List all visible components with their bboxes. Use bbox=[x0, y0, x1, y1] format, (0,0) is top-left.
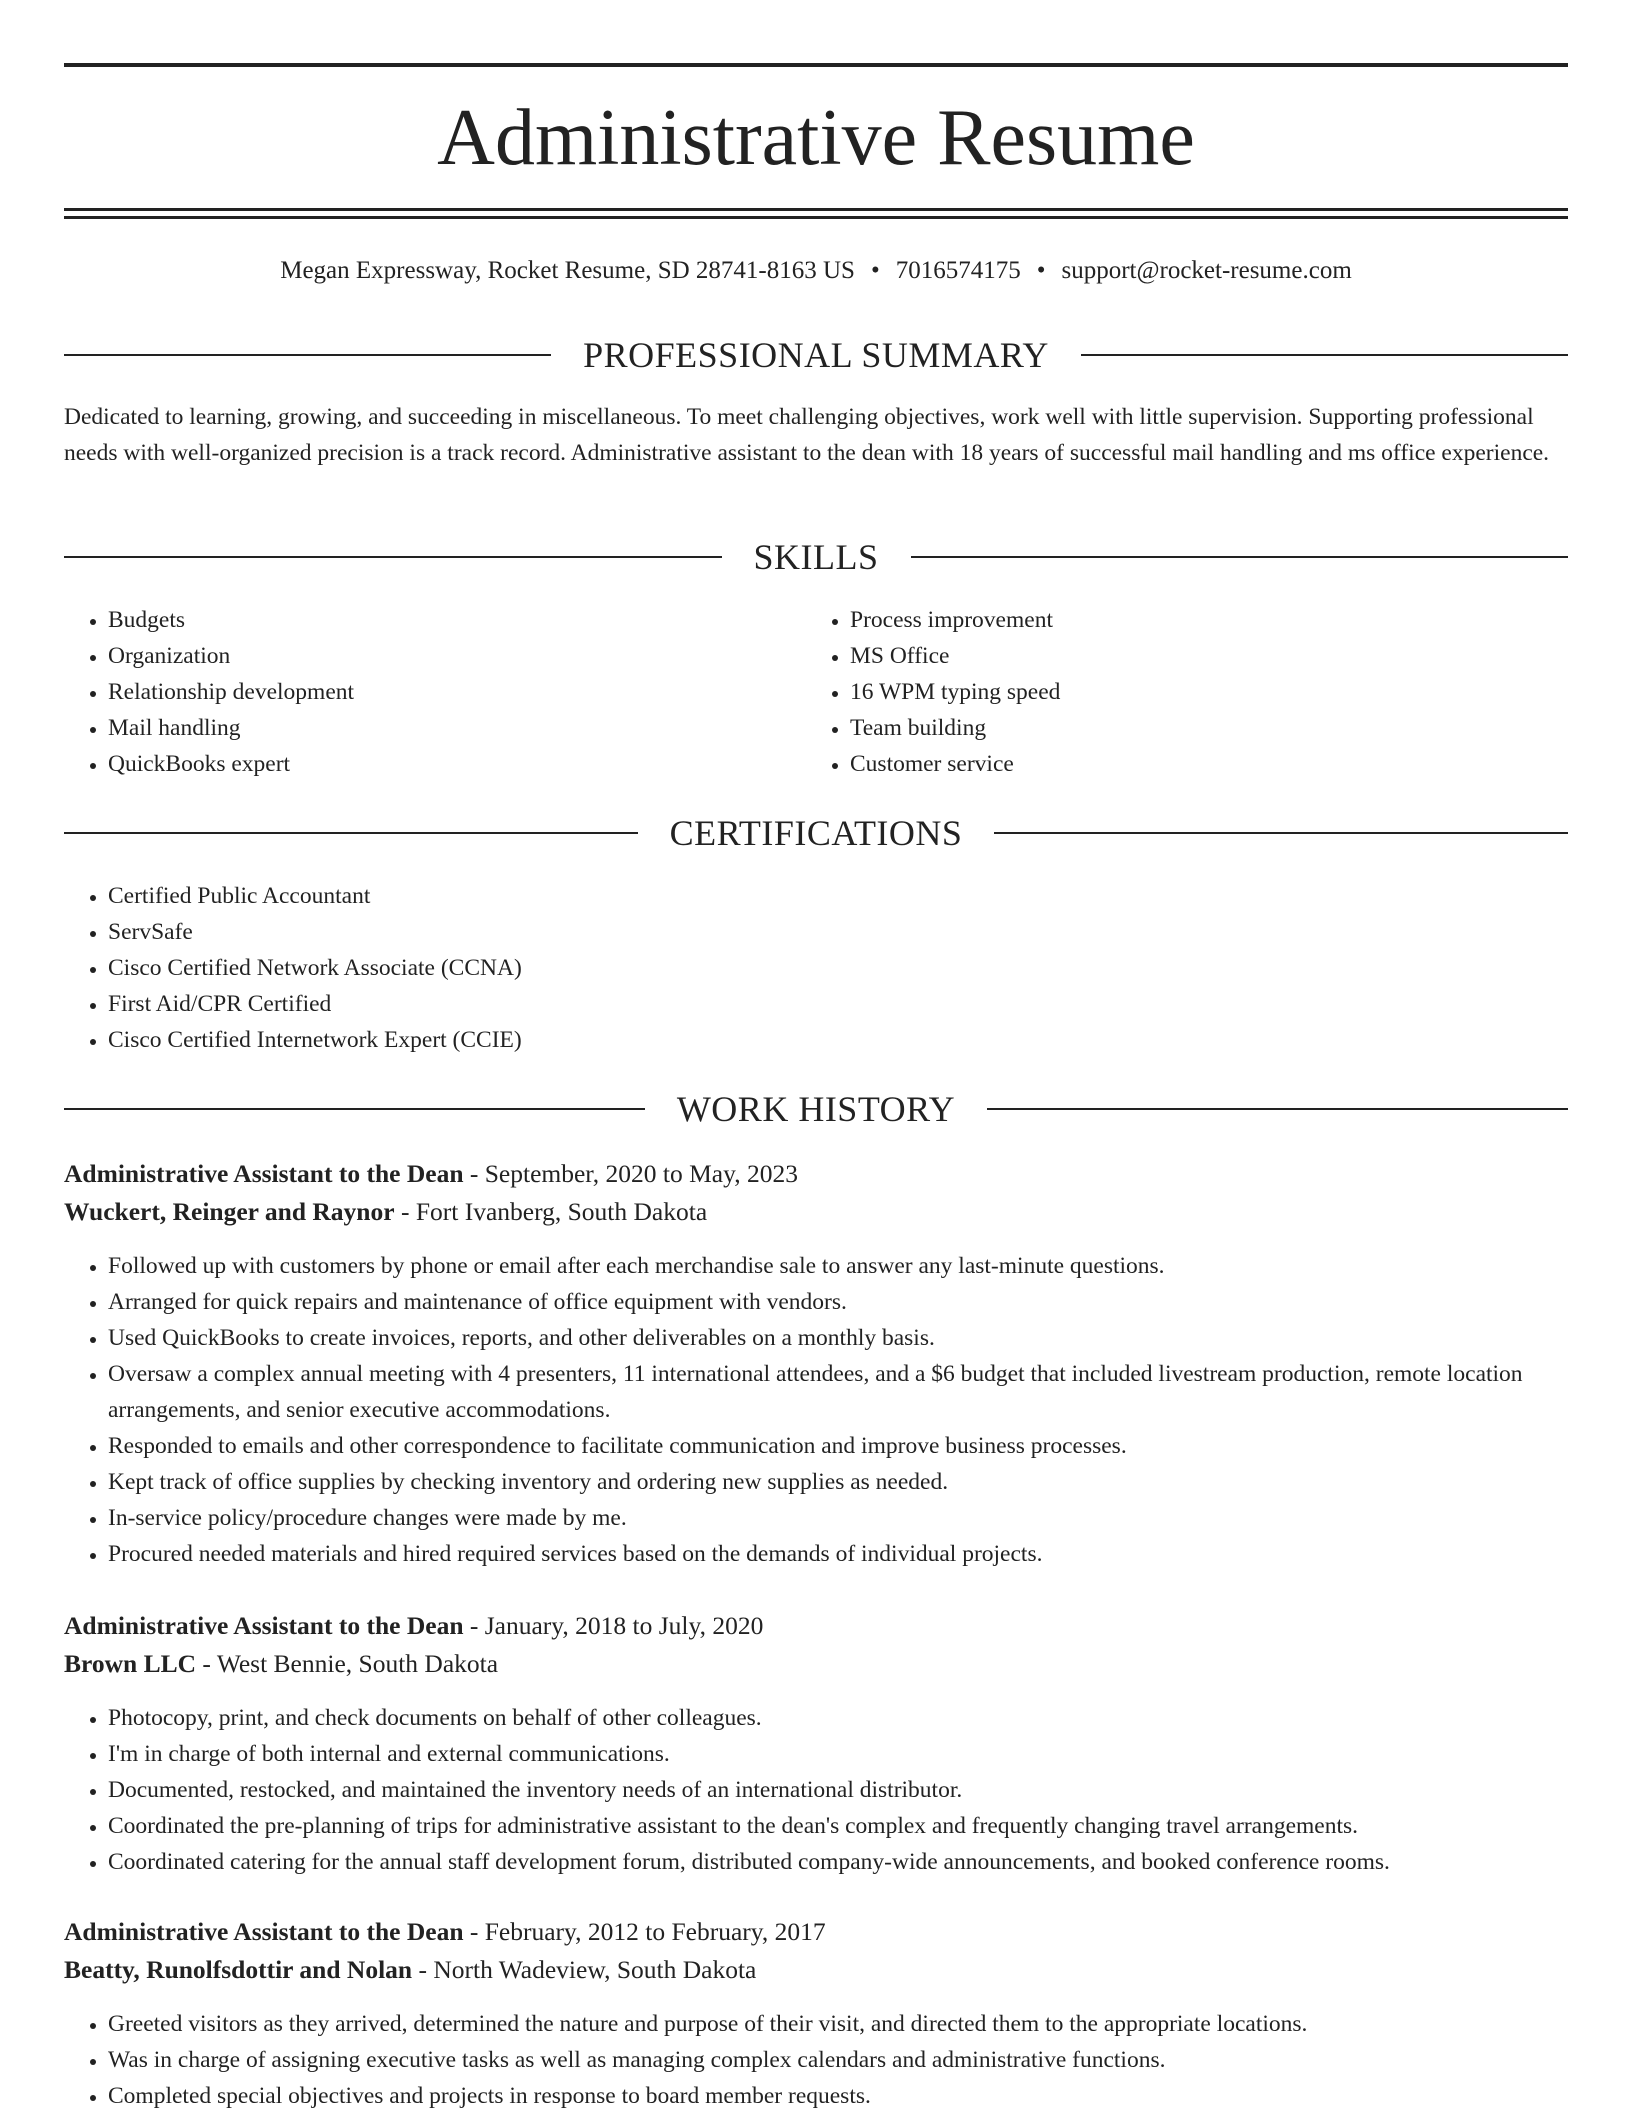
certification-item: • Cisco Certified Network Associate (CCNA) bbox=[108, 950, 1568, 986]
job-location: West Bennie, South Dakota bbox=[216, 1649, 499, 1678]
job-bullet: • Procured needed materials and hired required services based on the demands of individual projects. bbox=[108, 1536, 1568, 1572]
dash: - bbox=[463, 1917, 485, 1946]
certification-item: • Certified Public Accountant bbox=[108, 878, 1568, 914]
job-company: Beatty, Runolfsdottir and Nolan bbox=[64, 1955, 413, 1984]
header-double-rule-upper bbox=[64, 208, 1568, 211]
header-top-rule bbox=[64, 63, 1568, 67]
work-history-section-header bbox=[64, 1087, 1568, 1131]
skill-item: • MS Office bbox=[850, 638, 1550, 674]
contact-separator: • bbox=[870, 257, 880, 284]
skill-item: • 16 WPM typing speed bbox=[850, 674, 1550, 710]
contact-email: support@rocket-resume.com bbox=[1061, 257, 1352, 284]
certification-item: • Cisco Certified Internetwork Expert (CCIE) bbox=[108, 1022, 1568, 1058]
job-bullet: • Coordinated the pre-planning of trips for administrative assistant to the dean's complex and frequently changing travel arrangements. bbox=[108, 1808, 1568, 1844]
skill-item: • Relationship development bbox=[108, 674, 808, 710]
summary-heading: PROFESSIONAL SUMMARY bbox=[583, 335, 1049, 375]
job-bullet: • Photocopy, print, and check documents on behalf of other colleagues. bbox=[108, 1700, 1568, 1736]
job-bullet: • In-service policy/procedure changes were made by me. bbox=[108, 1500, 1568, 1536]
skills-section-header bbox=[64, 535, 1568, 579]
job-bullet: • I'm in charge of both internal and external communications. bbox=[108, 1736, 1568, 1772]
job-title: Administrative Assistant to the Dean bbox=[64, 1917, 464, 1946]
contact-address: Megan Expressway, Rocket Resume, SD 28741-8163 US bbox=[280, 257, 855, 284]
job-bullets bbox=[64, 2006, 1568, 2114]
dash: - bbox=[463, 1159, 485, 1188]
summary-section-header bbox=[64, 333, 1568, 377]
job-dates: February, 2012 to February, 2017 bbox=[484, 1917, 826, 1946]
job-bullet: • Greeted visitors as they arrived, determined the nature and purpose of their visit, and directed them to the appropriate locations. bbox=[108, 2006, 1568, 2042]
section-rule-left bbox=[64, 1108, 645, 1110]
job-bullets bbox=[64, 1248, 1568, 1572]
job-dates: January, 2018 to July, 2020 bbox=[484, 1611, 764, 1640]
contact-line bbox=[64, 255, 1568, 287]
job-title: Administrative Assistant to the Dean bbox=[64, 1159, 464, 1188]
job-title-line bbox=[64, 1607, 1568, 1645]
job-company-line bbox=[64, 1193, 1568, 1231]
section-rule-left bbox=[64, 556, 722, 558]
job-company-line bbox=[64, 1951, 1568, 1989]
section-rule-left bbox=[64, 832, 638, 834]
section-rule-right bbox=[1081, 354, 1568, 356]
certification-item: • First Aid/CPR Certified bbox=[108, 986, 1568, 1022]
dash: - bbox=[463, 1611, 485, 1640]
skill-item: • Budgets bbox=[108, 602, 808, 638]
job-dates: September, 2020 to May, 2023 bbox=[484, 1159, 798, 1188]
dash: - bbox=[196, 1649, 217, 1678]
section-rule-right bbox=[994, 832, 1568, 834]
skill-item: • QuickBooks expert bbox=[108, 746, 808, 782]
contact-separator: • bbox=[1036, 257, 1046, 284]
job-bullet: • Used QuickBooks to create invoices, reports, and other deliverables on a monthly basis. bbox=[108, 1320, 1568, 1356]
skill-item: • Team building bbox=[850, 710, 1550, 746]
job-bullet: • Kept track of office supplies by checking inventory and ordering new supplies as needed. bbox=[108, 1464, 1568, 1500]
section-rule-right bbox=[987, 1108, 1568, 1110]
job-bullet: • Was in charge of assigning executive tasks as well as managing complex calendars and administrative functions. bbox=[108, 2042, 1568, 2078]
job-bullet: • Completed special objectives and projects in response to board member requests. bbox=[108, 2078, 1568, 2114]
certifications-section-header bbox=[64, 811, 1568, 855]
header-double-rule-lower bbox=[64, 216, 1568, 219]
certification-item: • ServSafe bbox=[108, 914, 1568, 950]
skills-list-left bbox=[64, 602, 808, 782]
dash: - bbox=[412, 1955, 434, 1984]
job-company: Wuckert, Reinger and Raynor bbox=[64, 1197, 395, 1226]
section-rule-left bbox=[64, 354, 551, 356]
job-bullet: • Followed up with customers by phone or email after each merchandise sale to answer any last-minute questions. bbox=[108, 1248, 1568, 1284]
skills-heading: SKILLS bbox=[753, 537, 879, 577]
job-company: Brown LLC bbox=[64, 1649, 197, 1678]
certifications-list bbox=[64, 878, 1568, 1058]
job-title-line bbox=[64, 1155, 1568, 1193]
job-bullet: • Oversaw a complex annual meeting with 4 presenters, 11 international attendees, and a $6 budget that included livestream production, remote location arrangements, and senior executive accommodations. bbox=[108, 1356, 1568, 1428]
job-bullet: • Coordinated catering for the annual staff development forum, distributed company-wide announcements, and booked conference rooms. bbox=[108, 1844, 1568, 1880]
skill-item: • Mail handling bbox=[108, 710, 808, 746]
job-bullet: • Documented, restocked, and maintained the inventory needs of an international distributor. bbox=[108, 1772, 1568, 1808]
job-title: Administrative Assistant to the Dean bbox=[64, 1611, 464, 1640]
job-company-line bbox=[64, 1645, 1568, 1683]
dash: - bbox=[394, 1197, 416, 1226]
skill-item: • Process improvement bbox=[850, 602, 1550, 638]
job-location: Fort Ivanberg, South Dakota bbox=[415, 1197, 708, 1226]
skill-item: • Organization bbox=[108, 638, 808, 674]
job-bullet: • Arranged for quick repairs and maintenance of office equipment with vendors. bbox=[108, 1284, 1568, 1320]
certifications-heading: CERTIFICATIONS bbox=[669, 813, 963, 853]
job-title-line bbox=[64, 1913, 1568, 1951]
skill-item: • Customer service bbox=[850, 746, 1550, 782]
job-bullet: • Responded to emails and other correspondence to facilitate communication and improve business processes. bbox=[108, 1428, 1568, 1464]
work-history-heading: WORK HISTORY bbox=[676, 1089, 956, 1129]
section-rule-right bbox=[911, 556, 1569, 558]
skills-list-right bbox=[806, 602, 1550, 782]
job-location: North Wadeview, South Dakota bbox=[433, 1955, 757, 1984]
summary-text: Dedicated to learning, growing, and succeeding in miscellaneous. To meet challenging objectives, work well with little supervision. Supporting professional needs with well-organized precision is a track record. Administrative assistant to the dean with 18 years of successful mail handling and ms office experience. bbox=[64, 404, 1550, 466]
resume-title: Administrative Resume bbox=[437, 94, 1195, 182]
job-bullets bbox=[64, 1700, 1568, 1880]
contact-phone: 7016574175 bbox=[895, 257, 1021, 284]
